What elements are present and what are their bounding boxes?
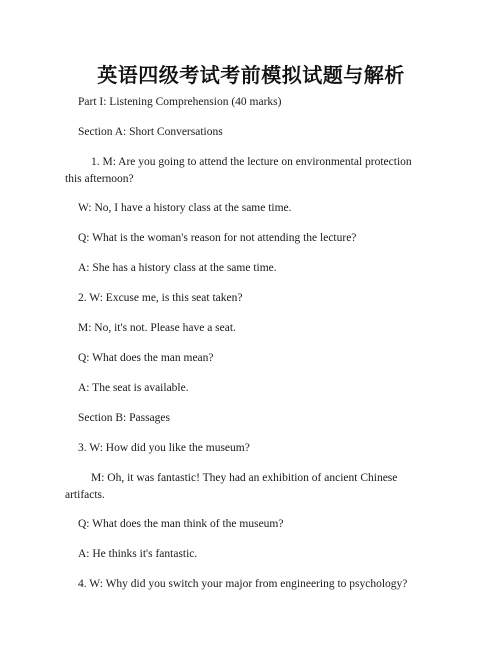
paragraph-q3-a: A: He thinks it's fantastic. <box>78 548 198 560</box>
paragraph-q1-a: A: She has a history class at the same time. <box>78 262 277 274</box>
paragraph-q2-w: 2. W: Excuse me, is this seat taken? <box>78 292 243 304</box>
paragraph-section-a: Section A: Short Conversations <box>78 126 223 138</box>
paragraph-q2-m: M: No, it's not. Please have a seat. <box>78 322 236 334</box>
paragraph-q2-a: A: The seat is available. <box>78 382 189 394</box>
paragraph-section-b: Section B: Passages <box>78 412 170 424</box>
paragraph-q1-answer-w: W: No, I have a history class at the same time. <box>78 202 292 214</box>
paragraph-q4-w: 4. W: Why did you switch your major from engineering to psychology? <box>78 578 408 590</box>
paragraph-q3-m: M: Oh, it was fantastic! They had an exhibition of ancient Chinese artifacts. <box>65 472 398 501</box>
document-title: 英语四级考试考前模拟试题与解析 <box>97 63 405 87</box>
paragraph-part-heading: Part I: Listening Comprehension (40 marks) <box>78 96 282 108</box>
paragraph-q2-q: Q: What does the man mean? <box>78 352 214 364</box>
paragraph-q1-q: Q: What is the woman's reason for not attending the lecture? <box>78 232 357 244</box>
paragraph-q3-w: 3. W: How did you like the museum? <box>78 442 250 454</box>
paragraph-q3-q: Q: What does the man think of the museum? <box>78 518 284 530</box>
paragraph-q1-question: 1. M: Are you going to attend the lecture on environmental protection this afternoon? <box>65 156 412 185</box>
